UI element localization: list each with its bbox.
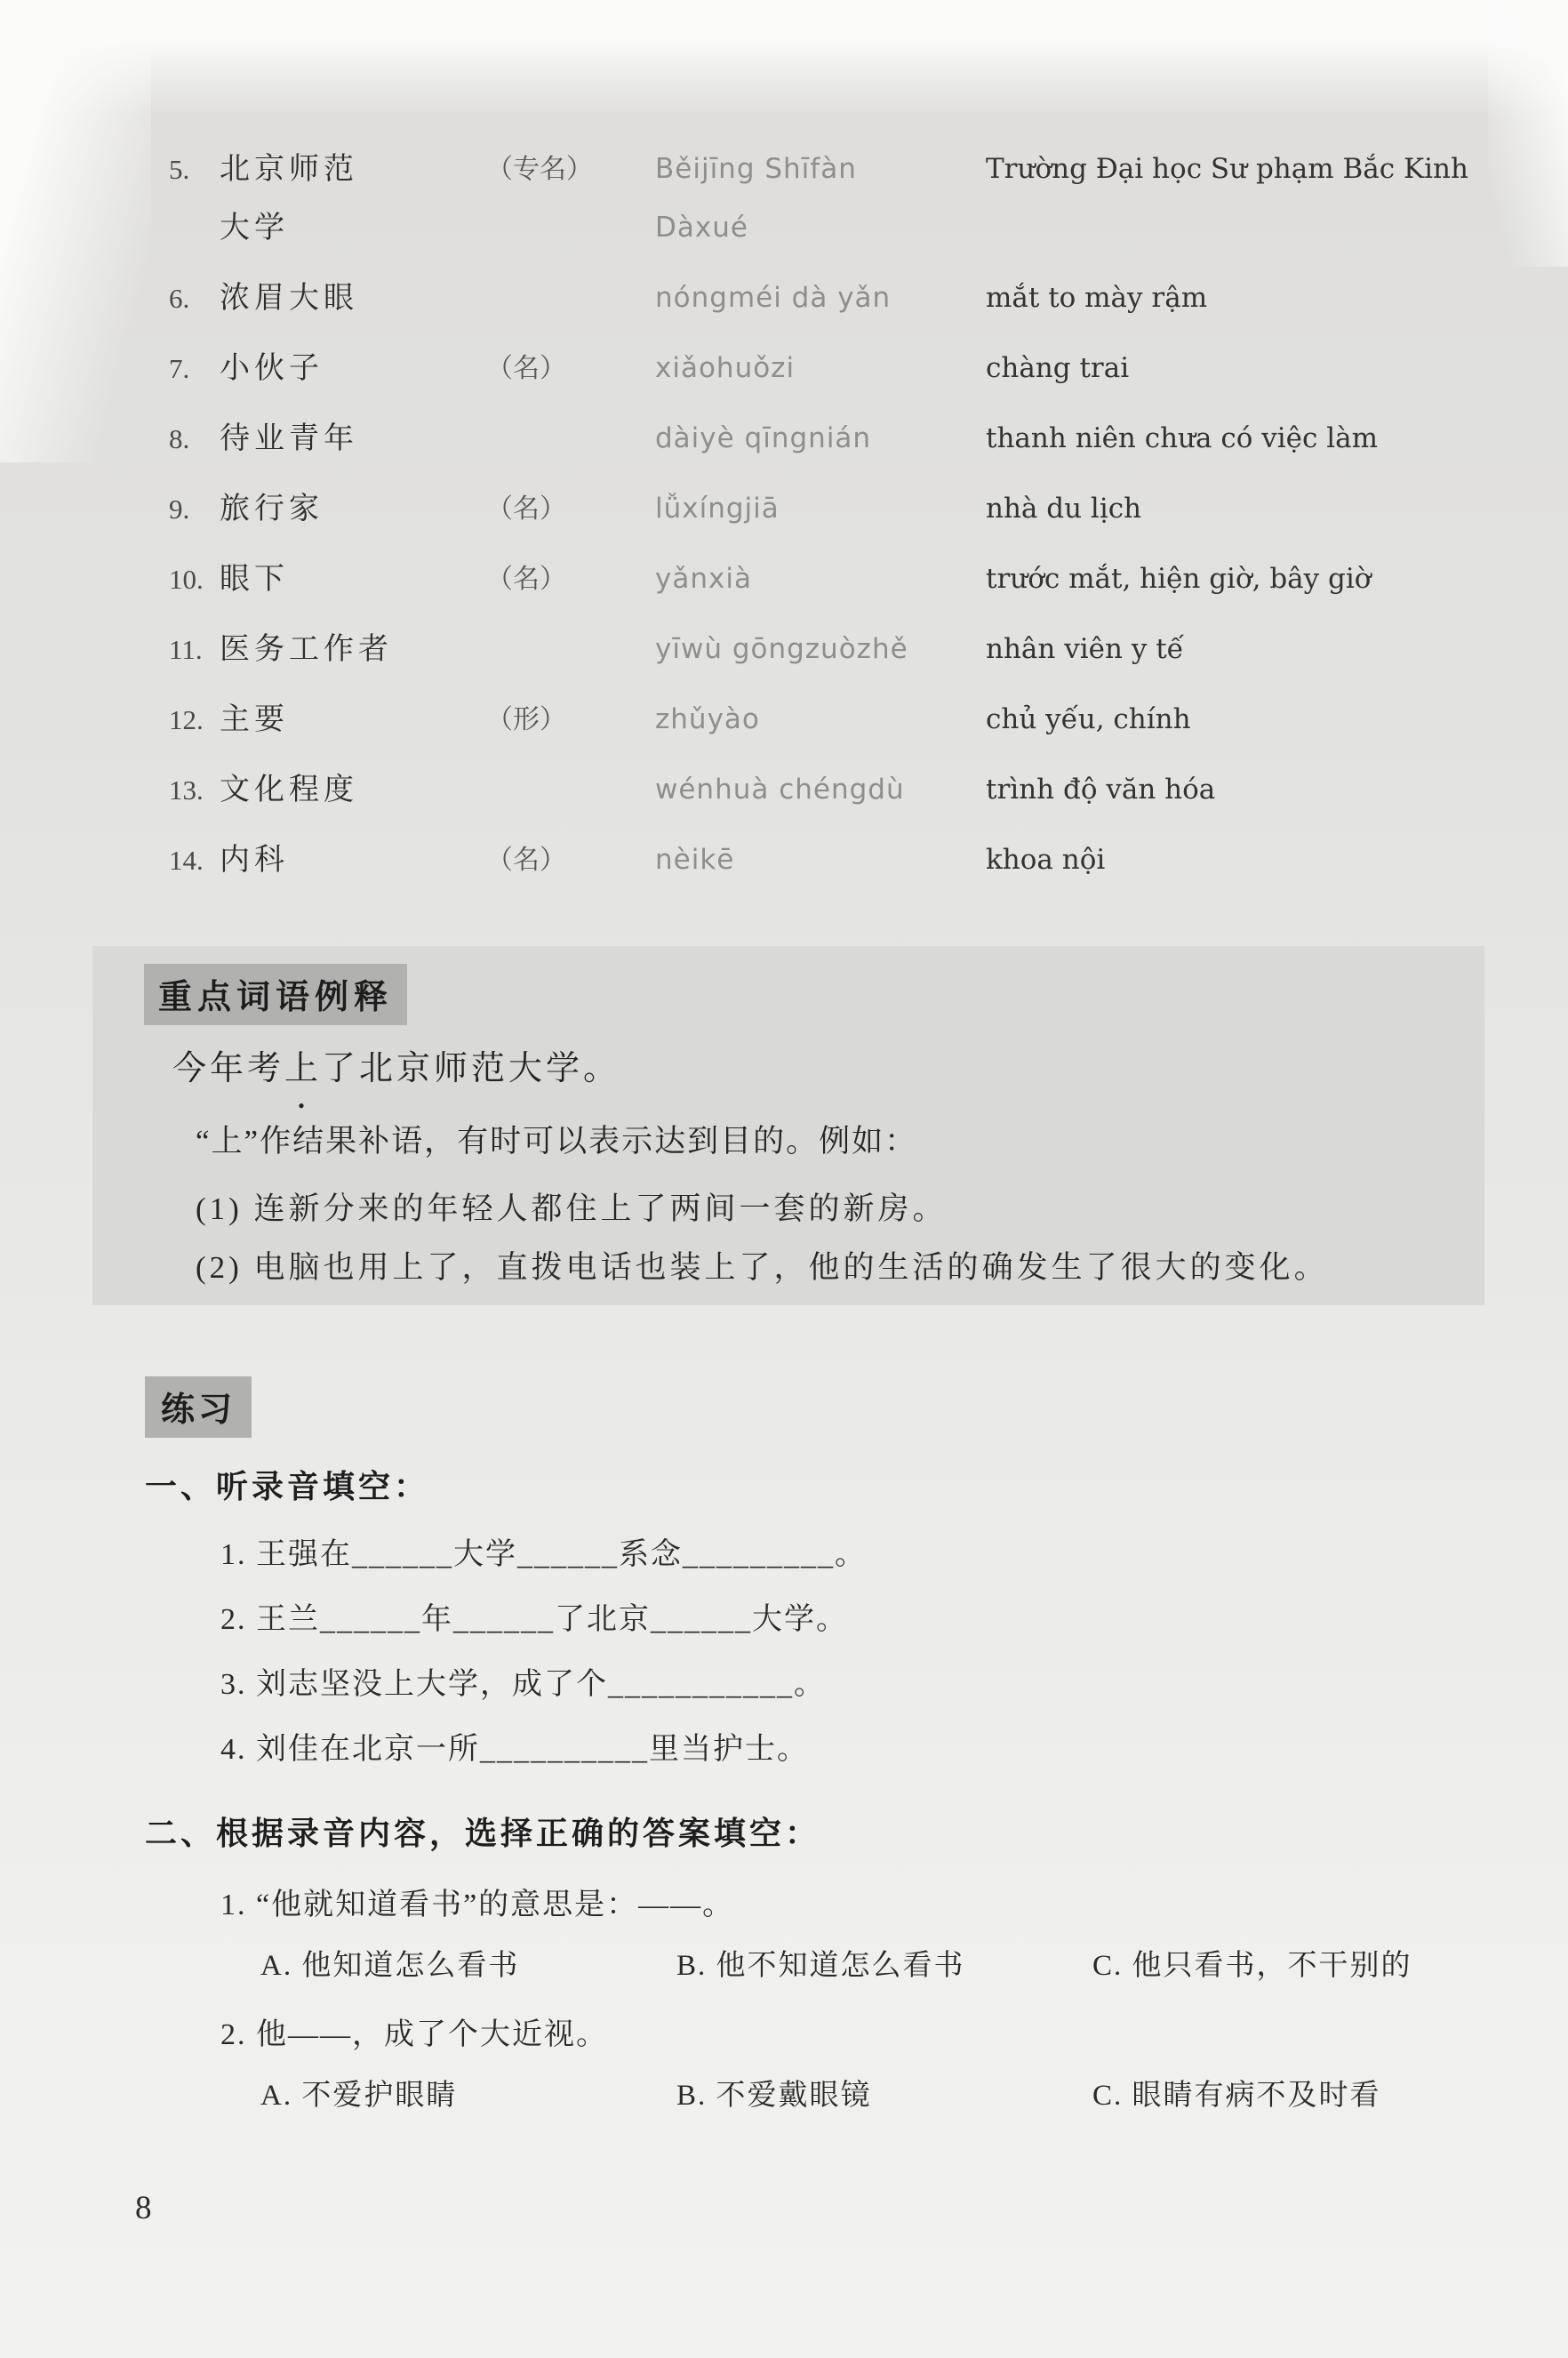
vocab-vietnamese: nhân viên y tế: [986, 633, 1184, 665]
vocab-row-6: [169, 280, 1502, 317]
vocab-pinyin: lǚxíngjiā: [655, 493, 780, 525]
vocab-pinyin: zhǔyào: [655, 703, 760, 735]
exercises-section: [145, 1376, 1496, 2266]
vocab-pinyin-line1: Běijīng Shīfàn: [655, 153, 857, 185]
vocab-number: 9.: [169, 493, 190, 525]
page-number: 8: [135, 2190, 152, 2226]
vocab-number: 12.: [169, 704, 204, 735]
choice-question-2-stem: 2. 他——，成了个大近视。: [220, 2018, 608, 2051]
vocab-pos: （名）: [486, 354, 566, 383]
key-example-sentence: [172, 1040, 620, 1089]
vocab-vietnamese: thanh niên chưa có việc làm: [986, 422, 1379, 454]
grammar-example-1: (1) 连新分来的年轻人都住上了两间一套的新房。: [196, 1191, 948, 1226]
option-a: A. 不爱护眼睛: [260, 2080, 458, 2112]
grammar-explanation: “上”作结果补语，有时可以表示达到目的。例如：: [196, 1124, 918, 1159]
vocab-vietnamese: chủ yếu, chính: [986, 703, 1191, 735]
vocab-row-10: [169, 561, 1502, 598]
vocab-word: 医务工作者: [220, 632, 393, 666]
option-a: A. 他知道怎么看书: [260, 1950, 520, 1982]
vocab-number: 14.: [169, 845, 204, 876]
vocab-number: 6.: [169, 283, 190, 314]
vocab-vietnamese: mắt to mày rậm: [986, 282, 1208, 314]
vocab-vietnamese: Trường Đại học Sư phạm Bắc Kinh: [986, 153, 1468, 185]
vocab-row-7: [169, 350, 1502, 387]
fill-blank-item-2: 2. 王兰______年______了北京______大学。: [220, 1603, 848, 1636]
example-emphasized-char: 上: [284, 1050, 323, 1087]
vocab-word: 主要: [220, 702, 289, 736]
scan-edge-left: [0, 0, 151, 462]
key-words-badge: 重点词语例释: [144, 964, 407, 1025]
vocab-pinyin-line2: Dàxué: [655, 212, 748, 244]
vocab-number: 8.: [169, 423, 190, 454]
vocab-number: 10.: [169, 564, 204, 595]
vocab-vietnamese: trước mắt, hiện giờ, bây giờ: [986, 563, 1372, 595]
vocab-word: 小伙子: [220, 351, 324, 385]
vocab-pinyin: nèikē: [655, 844, 735, 876]
vocab-pinyin: dàiyè qīngnián: [655, 422, 872, 454]
vocab-vietnamese: khoa nội: [986, 844, 1106, 876]
fill-blank-item-4: 4. 刘佳在北京一所__________里当护士。: [220, 1733, 809, 1766]
option-b: B. 他不知道怎么看书: [676, 1950, 965, 1982]
vocab-number: 7.: [169, 353, 190, 384]
vocab-pos: （名）: [486, 565, 566, 594]
vocab-pos: （形）: [486, 705, 566, 734]
option-c: C. 他只看书，不干别的: [1092, 1950, 1412, 1982]
example-after: 了北京师范大学。: [322, 1050, 621, 1087]
vocab-word: 待业青年: [220, 421, 358, 455]
exercises-badge: 练习: [145, 1376, 252, 1438]
vocab-row-5: [169, 151, 1502, 246]
choice-question-1-stem: 1. “他就知道看书”的意思是：——。: [220, 1889, 735, 1921]
vocab-pinyin: wénhuà chéngdù: [655, 774, 905, 806]
example-before: 今年考: [172, 1050, 285, 1087]
vocab-pinyin: [655, 151, 986, 246]
vocab-word: [220, 151, 486, 246]
vocab-word: 浓眉大眼: [220, 281, 358, 315]
scan-edge-top: [0, 0, 1568, 116]
option-b: B. 不爱戴眼镜: [676, 2080, 872, 2112]
vocab-word: 眼下: [220, 562, 289, 596]
vocab-list: [169, 151, 1502, 912]
vocab-vietnamese: chàng trai: [986, 352, 1130, 384]
vocab-pinyin: nóngméi dà yǎn: [655, 282, 892, 314]
fill-blank-item-1: 1. 王强在______大学______系念_________。: [220, 1538, 867, 1571]
vocab-row-13: [169, 772, 1502, 808]
vocab-pinyin: yīwù gōngzuòzhě: [655, 633, 908, 665]
vocab-vietnamese: nhà du lịch: [986, 493, 1142, 525]
vocab-pos: （名）: [486, 494, 566, 524]
grammar-example-2: (2) 电脑也用上了，直拨电话也装上了，他的生活的确发生了很大的变化。: [196, 1250, 1329, 1285]
key-words-section: [92, 946, 1484, 1305]
vocab-pinyin: yǎnxià: [655, 563, 752, 595]
vocab-word-line2: 大学: [220, 211, 289, 245]
exercise-2-heading: 二、根据录音内容，选择正确的答案填空：: [145, 1815, 821, 1851]
choice-question-2-options: [145, 2072, 1496, 2116]
exercise-1-heading: 一、听录音填空：: [145, 1468, 430, 1504]
choice-question-1-options: [145, 1942, 1496, 1986]
vocab-word-line1: 北京师范: [220, 152, 358, 186]
vocab-number: 13.: [169, 774, 204, 806]
vocab-word: 内科: [220, 843, 289, 877]
option-c: C. 眼睛有病不及时看: [1092, 2080, 1381, 2112]
vocab-pos: （专名）: [486, 155, 593, 184]
vocab-vietnamese: trình độ văn hóa: [986, 774, 1216, 806]
vocab-number: 11.: [169, 634, 203, 665]
vocab-row-11: [169, 631, 1502, 668]
vocab-row-14: [169, 842, 1502, 878]
vocab-pos: （名）: [486, 846, 566, 875]
vocab-word: 文化程度: [220, 773, 358, 806]
vocab-row-12: [169, 702, 1502, 738]
vocab-number: 5.: [169, 154, 190, 185]
vocab-pinyin: xiǎohuǒzi: [655, 352, 796, 384]
vocab-row-8: [169, 421, 1502, 457]
vocab-row-9: [169, 491, 1502, 527]
vocab-word: 旅行家: [220, 492, 324, 525]
fill-blank-item-3: 3. 刘志坚没上大学，成了个___________。: [220, 1668, 826, 1701]
